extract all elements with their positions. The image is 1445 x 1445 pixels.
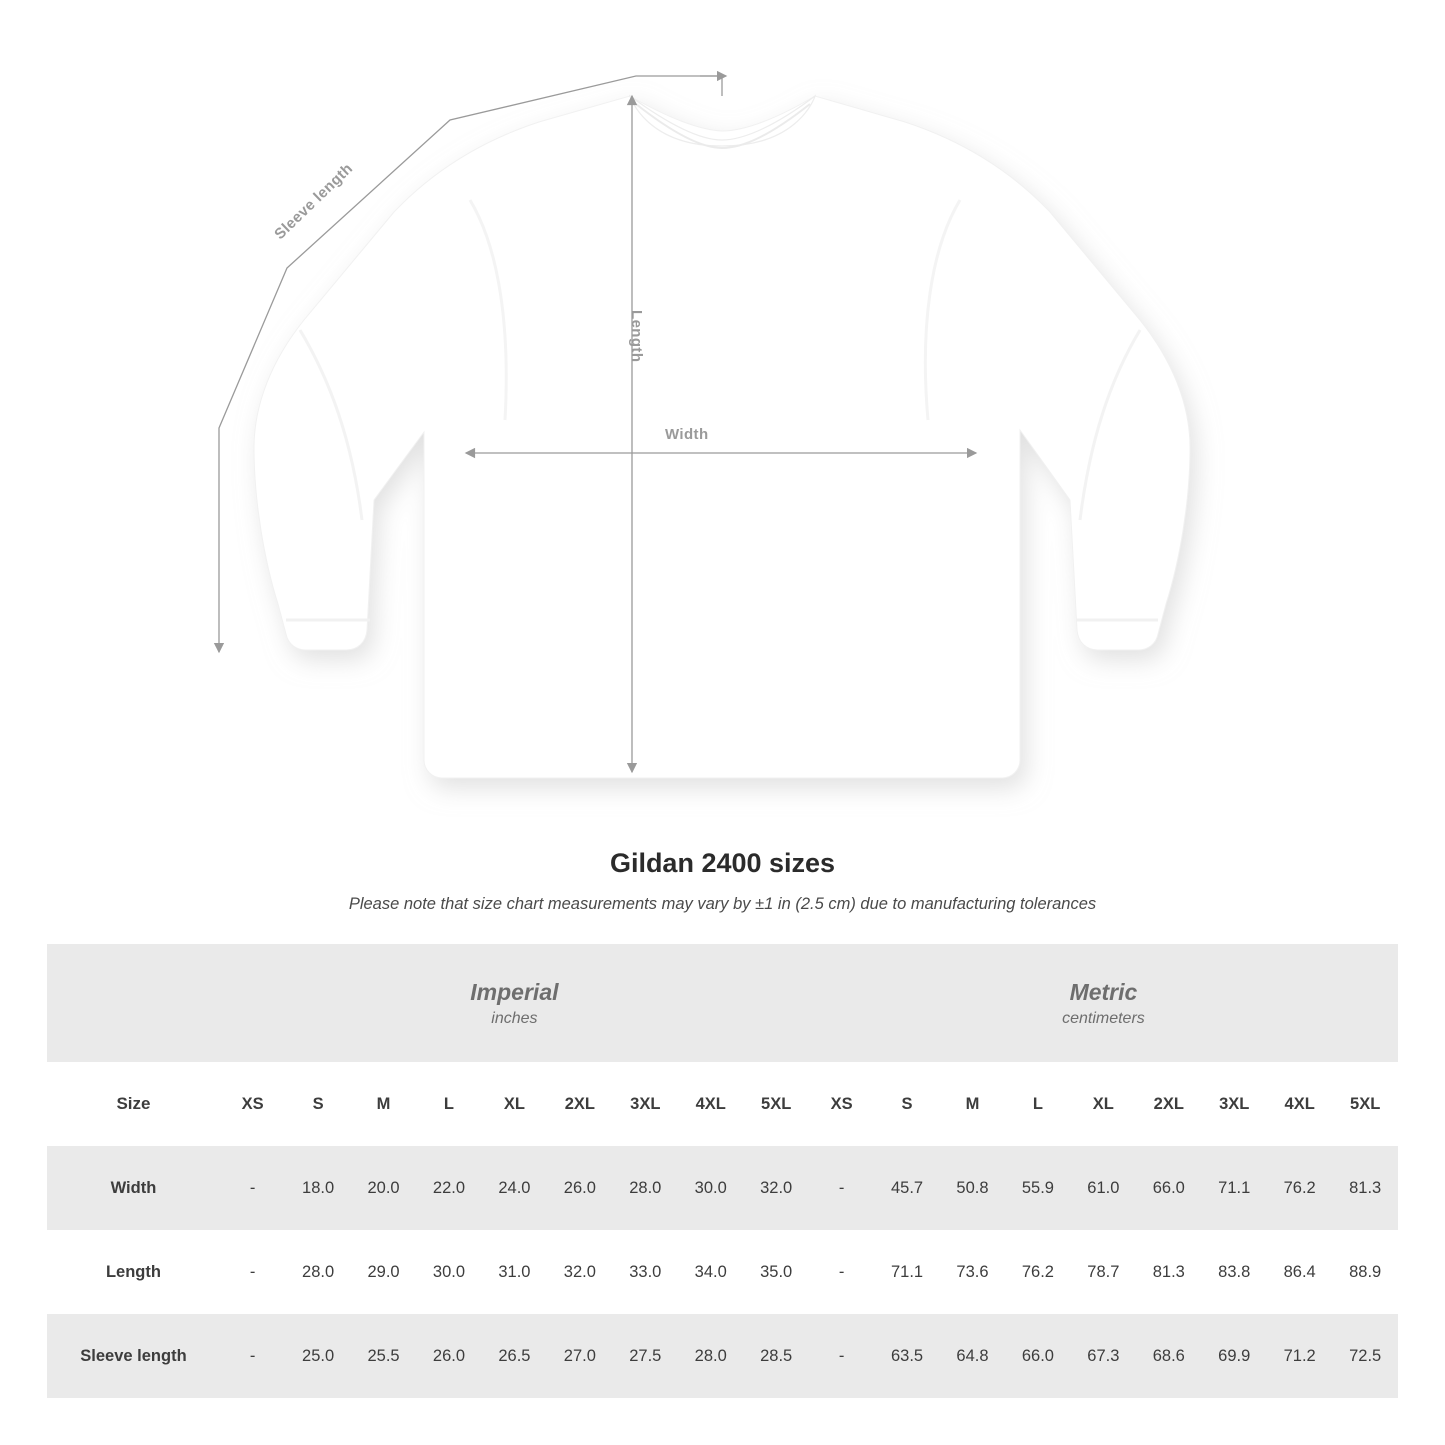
cell-length-13: 78.7 (1071, 1230, 1136, 1314)
cell-width-9: - (809, 1146, 874, 1230)
size-table-wrapper (47, 944, 1398, 1398)
cell-length-4: 31.0 (482, 1230, 547, 1314)
cell-width-2: 20.0 (351, 1146, 416, 1230)
cell-width-7: 30.0 (678, 1146, 743, 1230)
unit-group-metric-sub: centimeters (1062, 1010, 1145, 1028)
header-col-1: S (285, 1062, 350, 1146)
cell-sleeve-3: 26.0 (416, 1314, 481, 1398)
unit-group-imperial-sub: inches (491, 1010, 538, 1028)
table-row-sleeve-length (47, 1314, 1398, 1398)
cell-length-12: 76.2 (1005, 1230, 1070, 1314)
unit-group-imperial (220, 944, 809, 1062)
cell-width-8: 32.0 (743, 1146, 808, 1230)
cell-sleeve-13: 67.3 (1071, 1314, 1136, 1398)
cell-width-4: 24.0 (482, 1146, 547, 1230)
row-label-width: Width (47, 1146, 220, 1230)
header-col-10: S (874, 1062, 939, 1146)
cell-sleeve-7: 28.0 (678, 1314, 743, 1398)
row-label-length: Length (47, 1230, 220, 1314)
cell-sleeve-1: 25.0 (285, 1314, 350, 1398)
header-col-0: XS (220, 1062, 285, 1146)
cell-width-11: 50.8 (940, 1146, 1005, 1230)
cell-length-0: - (220, 1230, 285, 1314)
length-dimension-label: Length (628, 310, 645, 363)
table-row-length (47, 1230, 1398, 1314)
header-col-4: XL (482, 1062, 547, 1146)
tolerance-note: Please note that size chart measurements may vary by ±1 in (2.5 cm) due to manufacturing tolerances (348, 895, 1097, 913)
cell-length-8: 35.0 (743, 1230, 808, 1314)
header-col-11: M (940, 1062, 1005, 1146)
sleeve-length-dimension-label: Sleeve length (271, 159, 357, 243)
cell-length-15: 83.8 (1202, 1230, 1267, 1314)
shirt-shape (254, 96, 1190, 778)
cell-width-12: 55.9 (1005, 1146, 1070, 1230)
cell-length-17: 88.9 (1332, 1230, 1398, 1314)
width-dimension-label: Width (665, 426, 709, 443)
cell-length-1: 28.0 (285, 1230, 350, 1314)
header-col-15: 3XL (1202, 1062, 1267, 1146)
cell-width-10: 45.7 (874, 1146, 939, 1230)
cell-sleeve-5: 27.0 (547, 1314, 612, 1398)
unit-group-metric (809, 944, 1398, 1062)
cell-width-5: 26.0 (547, 1146, 612, 1230)
header-col-17: 5XL (1332, 1062, 1398, 1146)
header-col-7: 4XL (678, 1062, 743, 1146)
unit-group-row (47, 944, 1398, 1062)
cell-sleeve-8: 28.5 (743, 1314, 808, 1398)
header-col-2: M (351, 1062, 416, 1146)
cell-length-14: 81.3 (1136, 1230, 1201, 1314)
cell-sleeve-0: - (220, 1314, 285, 1398)
cell-length-16: 86.4 (1267, 1230, 1332, 1314)
unit-spacer-cell (47, 944, 220, 1062)
cell-length-2: 29.0 (351, 1230, 416, 1314)
cell-sleeve-17: 72.5 (1332, 1314, 1398, 1398)
cell-length-5: 32.0 (547, 1230, 612, 1314)
header-col-5: 2XL (547, 1062, 612, 1146)
cell-sleeve-4: 26.5 (482, 1314, 547, 1398)
header-col-8: 5XL (743, 1062, 808, 1146)
row-label-sleeve-length: Sleeve length (47, 1314, 220, 1398)
cell-width-3: 22.0 (416, 1146, 481, 1230)
cell-width-15: 71.1 (1202, 1146, 1267, 1230)
cell-sleeve-10: 63.5 (874, 1314, 939, 1398)
cell-width-14: 66.0 (1136, 1146, 1201, 1230)
cell-sleeve-12: 66.0 (1005, 1314, 1070, 1398)
cell-sleeve-9: - (809, 1314, 874, 1398)
unit-group-imperial-name: Imperial (470, 978, 559, 1005)
cell-length-10: 71.1 (874, 1230, 939, 1314)
header-col-9: XS (809, 1062, 874, 1146)
table-row-width (47, 1146, 1398, 1230)
cell-length-3: 30.0 (416, 1230, 481, 1314)
cell-width-0: - (220, 1146, 285, 1230)
cell-length-7: 34.0 (678, 1230, 743, 1314)
cell-sleeve-6: 27.5 (613, 1314, 678, 1398)
cell-length-11: 73.6 (940, 1230, 1005, 1314)
cell-length-6: 33.0 (613, 1230, 678, 1314)
cell-width-1: 18.0 (285, 1146, 350, 1230)
cell-length-9: - (809, 1230, 874, 1314)
header-col-13: XL (1071, 1062, 1136, 1146)
header-col-3: L (416, 1062, 481, 1146)
cell-width-6: 28.0 (613, 1146, 678, 1230)
header-col-6: 3XL (613, 1062, 678, 1146)
cell-width-17: 81.3 (1332, 1146, 1398, 1230)
page-title: Gildan 2400 sizes (609, 848, 836, 878)
header-size: Size (47, 1062, 220, 1146)
size-chart-table (47, 944, 1398, 1398)
header-col-12: L (1005, 1062, 1070, 1146)
title-block (0, 848, 1445, 914)
cell-sleeve-14: 68.6 (1136, 1314, 1201, 1398)
header-col-16: 4XL (1267, 1062, 1332, 1146)
cell-sleeve-11: 64.8 (940, 1314, 1005, 1398)
header-col-14: 2XL (1136, 1062, 1201, 1146)
cell-width-13: 61.0 (1071, 1146, 1136, 1230)
cell-sleeve-16: 71.2 (1267, 1314, 1332, 1398)
unit-group-metric-name: Metric (1069, 978, 1138, 1005)
table-header-row (47, 1062, 1398, 1146)
cell-sleeve-2: 25.5 (351, 1314, 416, 1398)
cell-width-16: 76.2 (1267, 1146, 1332, 1230)
cell-sleeve-15: 69.9 (1202, 1314, 1267, 1398)
